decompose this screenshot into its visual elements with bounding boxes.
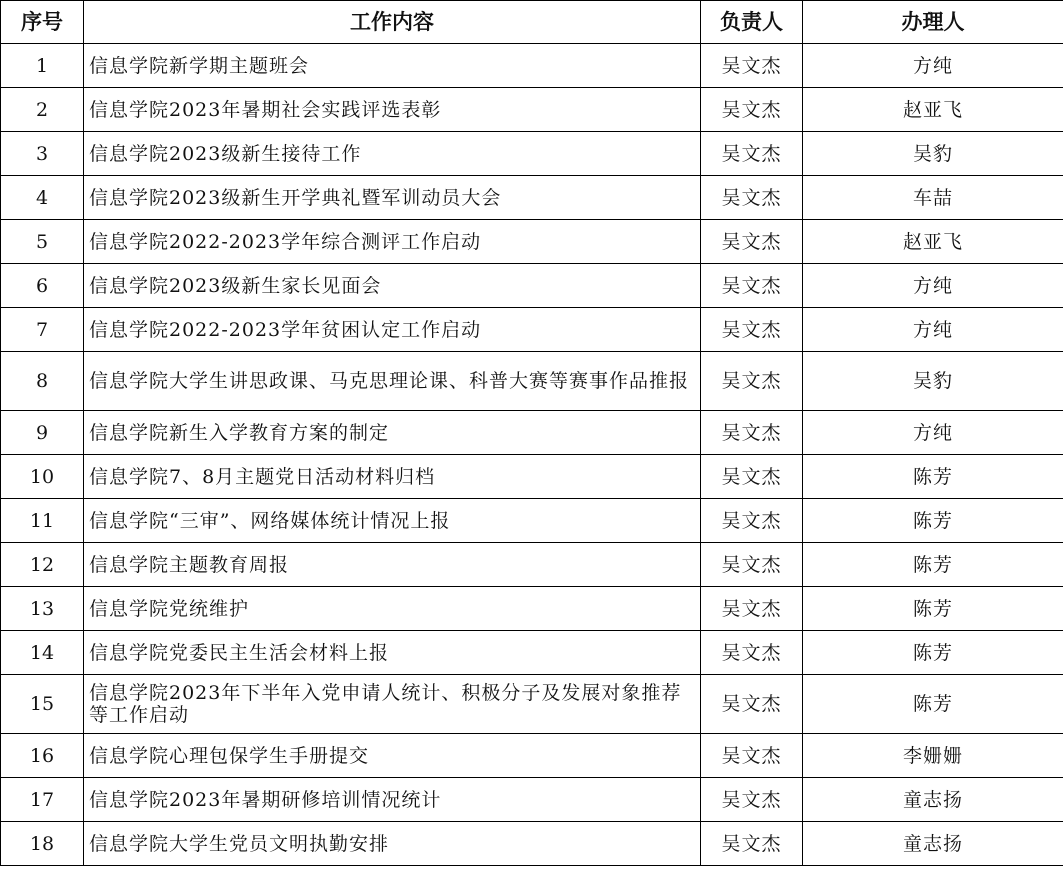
row-handler: 陈芳	[803, 543, 1063, 587]
row-handler: 方纯	[803, 44, 1063, 88]
table-row	[1, 543, 1063, 587]
table-row	[1, 587, 1063, 631]
row-task: 信息学院7、8月主题党日活动材料归档	[84, 455, 701, 499]
row-task: 信息学院2023级新生开学典礼暨军训动员大会	[84, 176, 701, 220]
row-seq: 2	[1, 88, 84, 132]
row-handler: 陈芳	[803, 631, 1063, 675]
row-seq: 18	[1, 822, 84, 866]
row-handler: 赵亚飞	[803, 220, 1063, 264]
row-owner: 吴文杰	[701, 543, 803, 587]
header-owner: 负责人	[701, 1, 803, 44]
row-seq: 11	[1, 499, 84, 543]
row-task: 信息学院2023级新生接待工作	[84, 132, 701, 176]
table-row	[1, 88, 1063, 132]
row-seq: 4	[1, 176, 84, 220]
row-handler: 吴豹	[803, 132, 1063, 176]
row-seq: 9	[1, 411, 84, 455]
table-row	[1, 132, 1063, 176]
table-row	[1, 822, 1063, 866]
row-task: 信息学院党统维护	[84, 587, 701, 631]
row-owner: 吴文杰	[701, 176, 803, 220]
row-handler: 陈芳	[803, 499, 1063, 543]
row-owner: 吴文杰	[701, 411, 803, 455]
header-seq: 序号	[1, 1, 84, 44]
table-row	[1, 778, 1063, 822]
row-owner: 吴文杰	[701, 675, 803, 734]
table-row	[1, 499, 1063, 543]
row-seq: 1	[1, 44, 84, 88]
row-seq: 8	[1, 352, 84, 411]
row-task: 信息学院大学生党员文明执勤安排	[84, 822, 701, 866]
table-row	[1, 176, 1063, 220]
row-owner: 吴文杰	[701, 499, 803, 543]
row-seq: 13	[1, 587, 84, 631]
row-handler: 赵亚飞	[803, 88, 1063, 132]
table-row	[1, 411, 1063, 455]
row-handler: 童志扬	[803, 778, 1063, 822]
row-owner: 吴文杰	[701, 352, 803, 411]
header-task: 工作内容	[84, 1, 701, 44]
table-row	[1, 308, 1063, 352]
row-task: 信息学院2023年暑期研修培训情况统计	[84, 778, 701, 822]
row-handler: 吴豹	[803, 352, 1063, 411]
row-owner: 吴文杰	[701, 631, 803, 675]
row-handler: 陈芳	[803, 455, 1063, 499]
table-row	[1, 220, 1063, 264]
row-task: 信息学院大学生讲思政课、马克思理论课、科普大赛等赛事作品推报	[84, 352, 701, 411]
row-handler: 方纯	[803, 411, 1063, 455]
row-seq: 17	[1, 778, 84, 822]
row-seq: 14	[1, 631, 84, 675]
table-row	[1, 631, 1063, 675]
row-owner: 吴文杰	[701, 778, 803, 822]
row-owner: 吴文杰	[701, 132, 803, 176]
row-task: 信息学院“三审”、网络媒体统计情况上报	[84, 499, 701, 543]
table-row	[1, 675, 1063, 734]
header-handler: 办理人	[803, 1, 1063, 44]
row-task: 信息学院新生入学教育方案的制定	[84, 411, 701, 455]
row-owner: 吴文杰	[701, 308, 803, 352]
row-task: 信息学院党委民主生活会材料上报	[84, 631, 701, 675]
row-task: 信息学院心理包保学生手册提交	[84, 734, 701, 778]
row-seq: 10	[1, 455, 84, 499]
table-row	[1, 264, 1063, 308]
row-seq: 3	[1, 132, 84, 176]
row-seq: 16	[1, 734, 84, 778]
row-handler: 陈芳	[803, 587, 1063, 631]
row-owner: 吴文杰	[701, 822, 803, 866]
row-task: 信息学院2023年暑期社会实践评选表彰	[84, 88, 701, 132]
row-seq: 15	[1, 675, 84, 734]
table-row	[1, 44, 1063, 88]
row-owner: 吴文杰	[701, 44, 803, 88]
header-row	[1, 1, 1063, 44]
row-handler: 车喆	[803, 176, 1063, 220]
row-seq: 6	[1, 264, 84, 308]
row-seq: 7	[1, 308, 84, 352]
row-task: 信息学院主题教育周报	[84, 543, 701, 587]
row-task: 信息学院新学期主题班会	[84, 44, 701, 88]
table-row	[1, 352, 1063, 411]
row-owner: 吴文杰	[701, 220, 803, 264]
row-handler: 童志扬	[803, 822, 1063, 866]
row-owner: 吴文杰	[701, 587, 803, 631]
row-owner: 吴文杰	[701, 88, 803, 132]
row-handler: 方纯	[803, 264, 1063, 308]
row-task: 信息学院2023级新生家长见面会	[84, 264, 701, 308]
row-seq: 12	[1, 543, 84, 587]
row-task: 信息学院2022-2023学年综合测评工作启动	[84, 220, 701, 264]
table-row	[1, 734, 1063, 778]
row-owner: 吴文杰	[701, 734, 803, 778]
row-handler: 方纯	[803, 308, 1063, 352]
row-owner: 吴文杰	[701, 455, 803, 499]
row-handler: 李姗姗	[803, 734, 1063, 778]
row-task: 信息学院2022-2023学年贫困认定工作启动	[84, 308, 701, 352]
row-task: 信息学院2023年下半年入党申请人统计、积极分子及发展对象推荐等工作启动	[84, 675, 701, 734]
table-row	[1, 455, 1063, 499]
row-owner: 吴文杰	[701, 264, 803, 308]
row-seq: 5	[1, 220, 84, 264]
row-handler: 陈芳	[803, 675, 1063, 734]
